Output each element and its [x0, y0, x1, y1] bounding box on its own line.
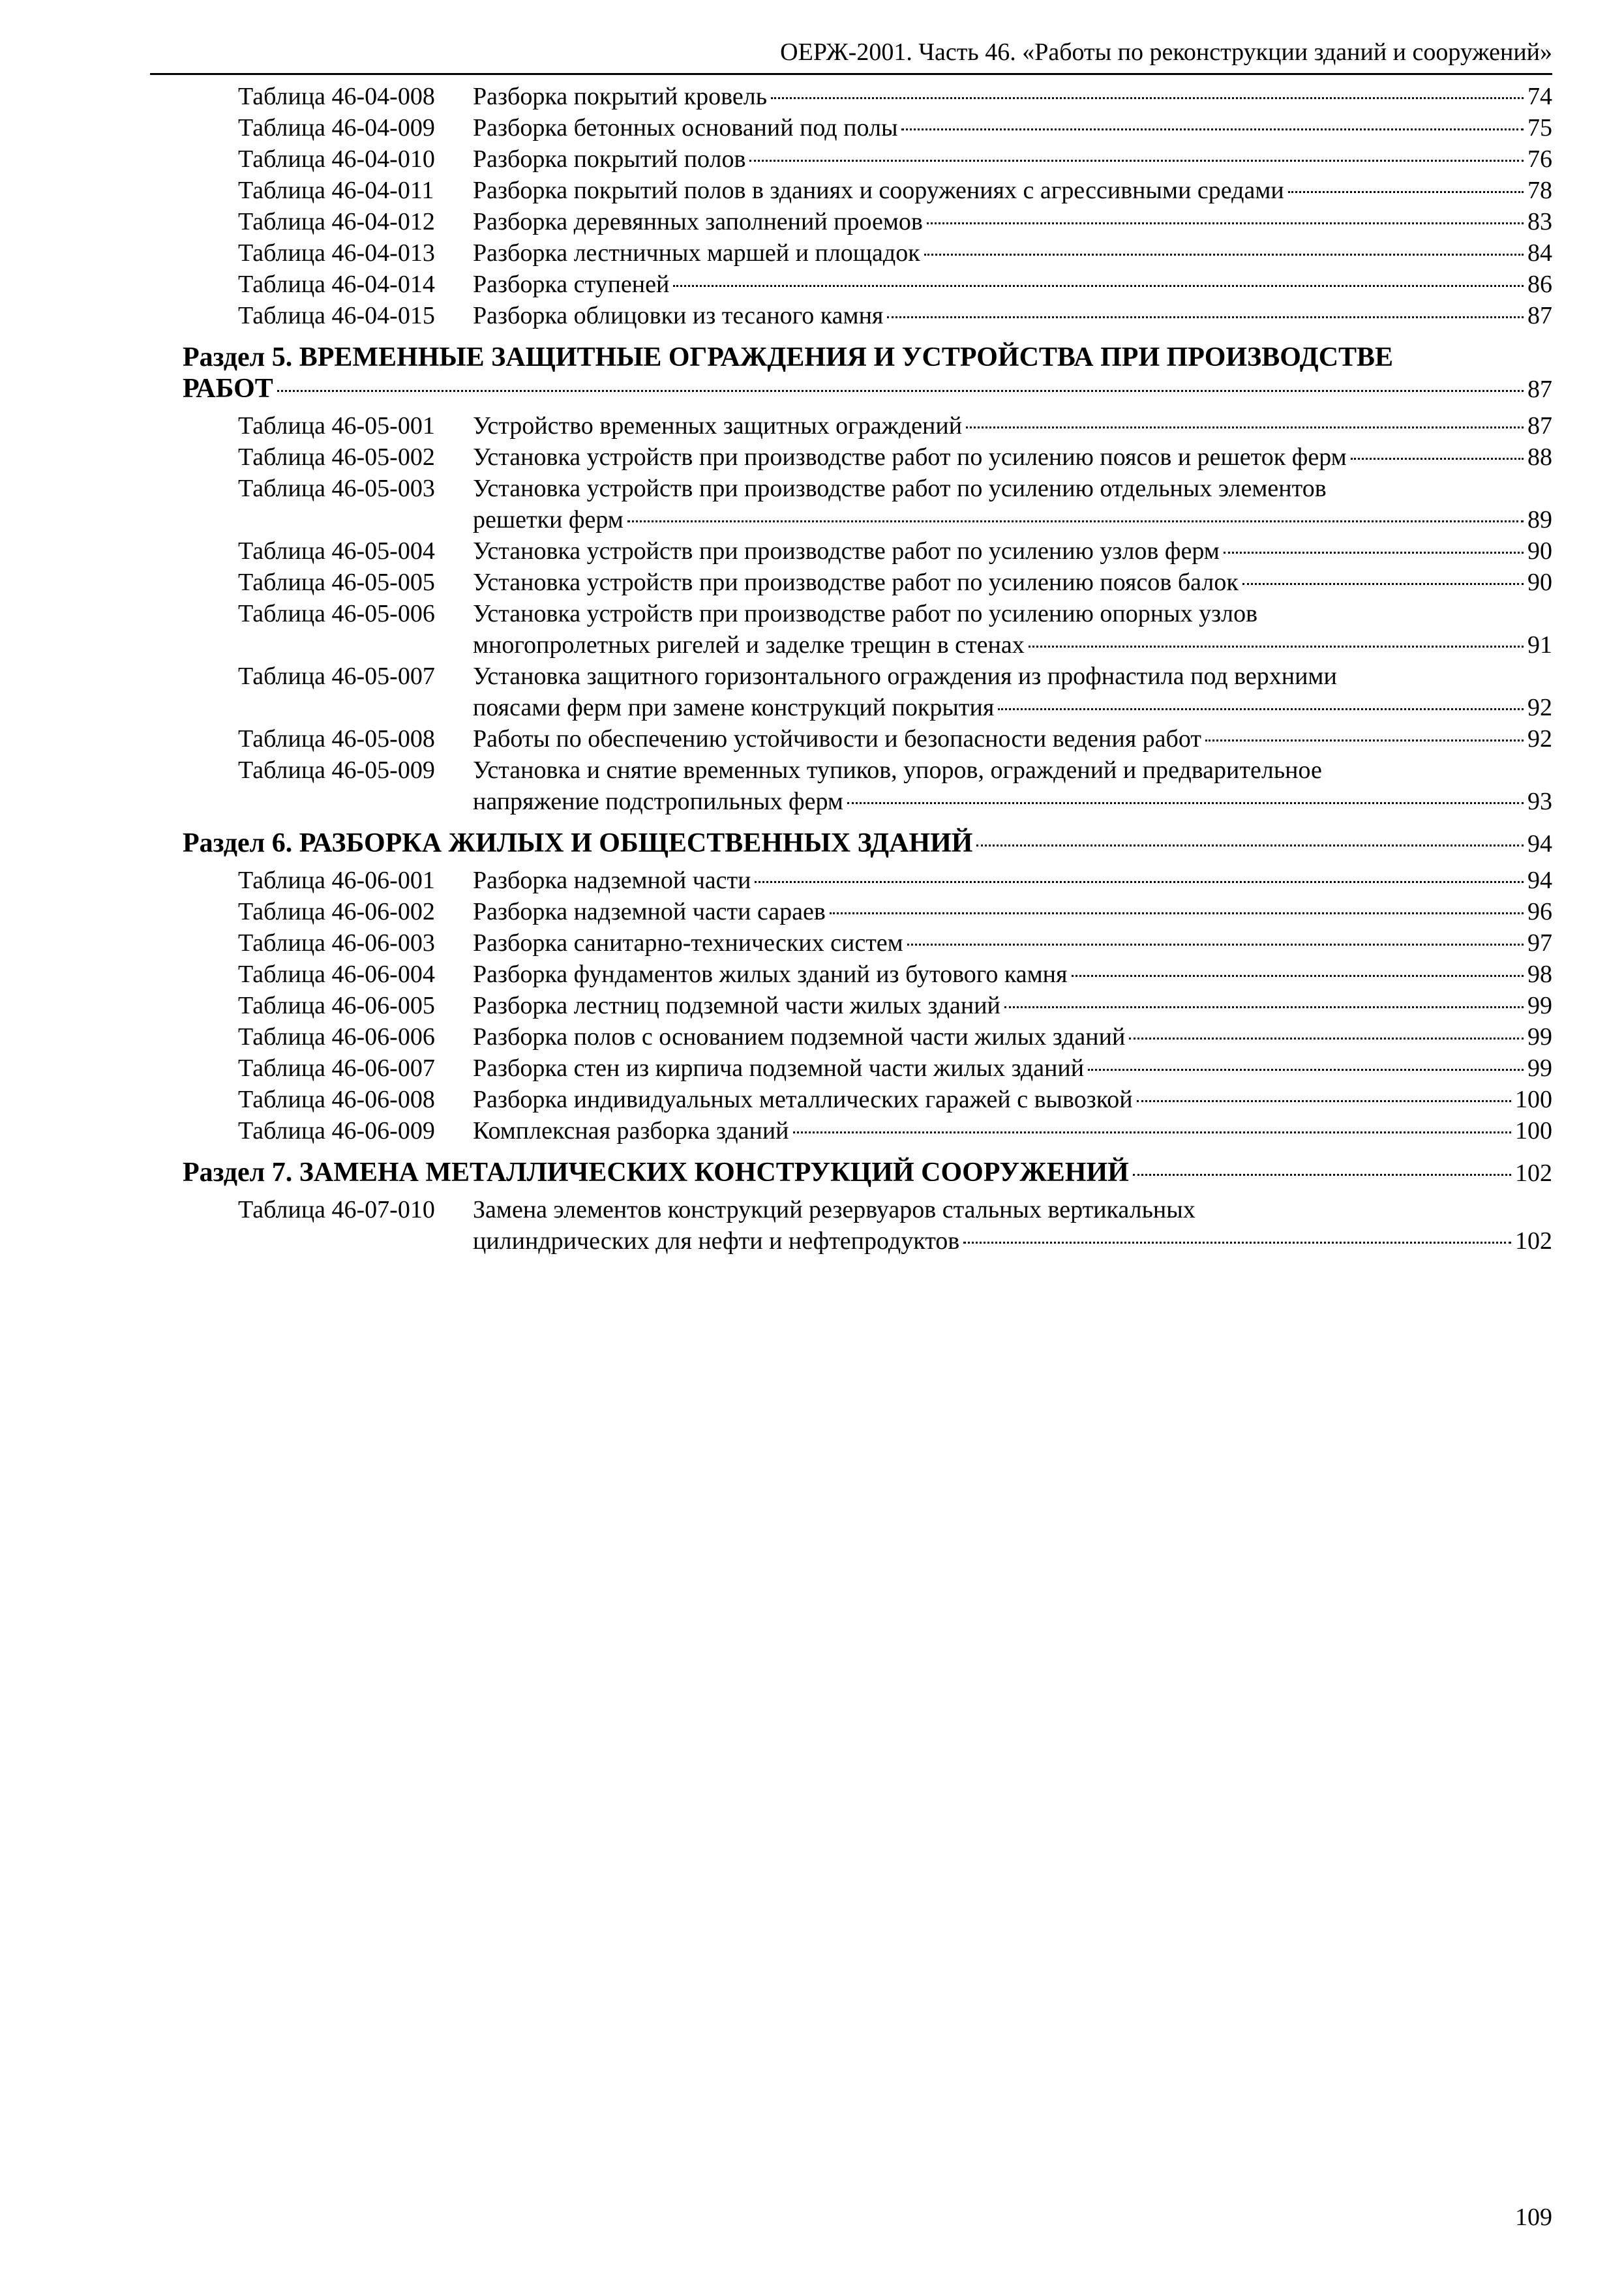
- dot-leader: [1129, 1038, 1524, 1040]
- entry-page-number: 84: [1527, 239, 1552, 267]
- entry-title: [473, 441, 1552, 473]
- toc-entry[interactable]: [183, 1115, 1552, 1146]
- entry-title-line: Разборка надземной части: [473, 867, 751, 894]
- entry-title-line: Разборка надземной части сараев: [473, 898, 826, 925]
- dot-leader: [907, 944, 1524, 946]
- entry-page-number: 100: [1515, 1117, 1552, 1144]
- entry-title-line: Устройство временных защитных ограждений: [473, 412, 963, 440]
- dot-leader: [673, 285, 1524, 287]
- entry-title-line: Установка устройств при производстве работ по усилению отдельных элементов: [473, 475, 1327, 502]
- entry-page-number: 99: [1527, 992, 1552, 1019]
- section-title-line: Раздел 6. РАЗБОРКА ЖИЛЫХ И ОБЩЕСТВЕННЫХ ЗДАНИЙ: [183, 828, 973, 858]
- dot-leader: [1133, 1174, 1511, 1176]
- entry-title: [473, 1084, 1552, 1115]
- entry-page-number: 92: [1527, 694, 1552, 721]
- toc-entry[interactable]: [183, 865, 1552, 896]
- dot-leader: [1072, 975, 1524, 977]
- dot-leader: [1351, 458, 1524, 460]
- entry-page-number: 87: [1527, 302, 1552, 329]
- entry-title: [473, 661, 1552, 723]
- toc-entry[interactable]: [183, 1194, 1552, 1257]
- entry-title-line: напряжение подстропильных ферм: [473, 788, 843, 815]
- entry-title: [473, 112, 1552, 143]
- dot-leader: [627, 520, 1524, 522]
- entry-title: [473, 81, 1552, 112]
- dot-leader: [1242, 583, 1524, 585]
- entry-page-number: 99: [1527, 1023, 1552, 1051]
- entry-title-line: Разборка бетонных оснований под полы: [473, 114, 898, 142]
- entry-title-line: Замена элементов конструкций резервуаров стальных вертикальных: [473, 1196, 1195, 1223]
- dot-leader: [830, 912, 1524, 914]
- table-code: Таблица 46-04-010: [238, 145, 435, 173]
- table-code: Таблица 46-06-001: [238, 867, 435, 894]
- entry-title: [473, 535, 1552, 567]
- entry-page-number: 89: [1527, 506, 1552, 533]
- entry-page-number: 88: [1527, 443, 1552, 471]
- entry-title: [473, 990, 1552, 1021]
- entry-title-line: Разборка деревянных заполнений проемов: [473, 208, 923, 235]
- toc-entry[interactable]: [183, 1053, 1552, 1084]
- dot-leader: [1088, 1069, 1524, 1071]
- toc-entry[interactable]: [183, 112, 1552, 143]
- toc-entry[interactable]: [183, 143, 1552, 175]
- entry-title: [473, 473, 1552, 535]
- section-page-number: 87: [1527, 376, 1552, 403]
- toc-entry[interactable]: [183, 269, 1552, 300]
- entry-title-line: Установка и снятие временных тупиков, упоров, ограждений и предварительное: [473, 756, 1322, 784]
- entry-title-line: Разборка стен из кирпича подземной части жилых зданий: [473, 1055, 1085, 1082]
- entry-page-number: 74: [1527, 83, 1552, 110]
- dot-leader: [277, 390, 1524, 392]
- table-code: Таблица 46-05-009: [238, 756, 435, 784]
- toc-section[interactable]: [183, 1157, 1552, 1189]
- table-code: Таблица 46-04-013: [238, 239, 435, 267]
- table-code: Таблица 46-05-004: [238, 537, 435, 565]
- entry-title: [473, 1053, 1552, 1084]
- entry-title: [473, 1115, 1552, 1146]
- dot-leader: [887, 316, 1524, 318]
- toc-entry[interactable]: [183, 206, 1552, 237]
- toc-entry[interactable]: [183, 473, 1552, 535]
- dot-leader: [976, 845, 1524, 846]
- entry-page-number: 78: [1527, 177, 1552, 204]
- toc-entry[interactable]: [183, 175, 1552, 206]
- entry-title: [473, 755, 1552, 817]
- entry-title-line: Установка защитного горизонтального ограждения из профнастила под верхними: [473, 663, 1337, 690]
- entry-title: [473, 1021, 1552, 1053]
- table-code: Таблица 46-04-009: [238, 114, 435, 142]
- entry-title-line: Разборка фундаментов жилых зданий из бутового камня: [473, 961, 1068, 988]
- table-code: Таблица 46-05-008: [238, 725, 435, 753]
- dot-leader: [966, 426, 1524, 428]
- dot-leader: [927, 222, 1524, 224]
- toc-entry[interactable]: [183, 959, 1552, 990]
- dot-leader: [1029, 646, 1524, 648]
- toc-entry[interactable]: [183, 598, 1552, 661]
- entry-title-line: Разборка полов с основанием подземной части жилых зданий: [473, 1023, 1126, 1051]
- entry-page-number: 96: [1527, 898, 1552, 925]
- entry-title: [473, 143, 1552, 175]
- entry-title-line: Комплексная разборка зданий: [473, 1117, 789, 1144]
- entry-title-line: решетки ферм: [473, 506, 624, 533]
- dot-leader: [963, 1242, 1511, 1244]
- table-code: Таблица 46-06-002: [238, 898, 435, 925]
- entry-title: [473, 896, 1552, 927]
- entry-title-line: Установка устройств при производстве работ по усилению опорных узлов: [473, 600, 1258, 627]
- entry-title: [473, 567, 1552, 598]
- dot-leader: [1137, 1100, 1511, 1102]
- dot-leader: [901, 128, 1524, 130]
- toc-entry[interactable]: [183, 990, 1552, 1021]
- section-title-line: РАБОТ: [183, 374, 273, 404]
- table-of-contents: [183, 81, 1552, 1257]
- toc-section[interactable]: [183, 342, 1552, 405]
- table-code: Таблица 46-05-002: [238, 443, 435, 471]
- entry-title-line: Разборка ступеней: [473, 271, 670, 298]
- toc-entry[interactable]: [183, 723, 1552, 755]
- dot-leader: [1288, 191, 1524, 193]
- table-code: Таблица 46-05-003: [238, 475, 435, 502]
- section-title-line: Раздел 5. ВРЕМЕННЫЕ ЗАЩИТНЫЕ ОГРАЖДЕНИЯ И УСТРОЙСТВА ПРИ ПРОИЗВОДСТВЕ: [183, 342, 1394, 372]
- entry-page-number: 76: [1527, 145, 1552, 173]
- toc-entry[interactable]: [183, 300, 1552, 331]
- entry-page-number: 100: [1515, 1086, 1552, 1113]
- toc-entry[interactable]: [183, 81, 1552, 112]
- toc-entry[interactable]: [183, 441, 1552, 473]
- dot-leader: [924, 254, 1524, 256]
- table-code: Таблица 46-05-007: [238, 663, 435, 690]
- entry-title: [473, 598, 1552, 661]
- table-code: Таблица 46-06-006: [238, 1023, 435, 1051]
- toc-entry[interactable]: [183, 896, 1552, 927]
- entry-page-number: 90: [1527, 537, 1552, 565]
- toc-entry[interactable]: [183, 661, 1552, 723]
- dot-leader: [998, 708, 1524, 710]
- table-code: Таблица 46-05-001: [238, 412, 435, 440]
- page-header: ОЕРЖ-2001. Часть 46. «Работы по реконструкции зданий и сооружений»: [150, 38, 1552, 75]
- entry-title-line: многопролетных ригелей и заделке трещин в стенах: [473, 631, 1025, 659]
- table-code: Таблица 46-05-006: [238, 600, 435, 627]
- dot-leader: [749, 160, 1524, 162]
- entry-page-number: 97: [1527, 929, 1552, 957]
- entry-title: [473, 723, 1552, 755]
- page-number: 109: [1515, 2204, 1552, 2231]
- toc-entry[interactable]: [183, 567, 1552, 598]
- table-code: Таблица 46-06-005: [238, 992, 435, 1019]
- table-code: Таблица 46-04-014: [238, 271, 435, 298]
- table-code: Таблица 46-06-003: [238, 929, 435, 957]
- entry-page-number: 90: [1527, 569, 1552, 596]
- entry-title: [473, 410, 1552, 441]
- entry-page-number: 98: [1527, 961, 1552, 988]
- entry-title: [473, 959, 1552, 990]
- dot-leader: [1004, 1006, 1524, 1008]
- entry-title-line: Установка устройств при производстве работ по усилению поясов балок: [473, 569, 1239, 596]
- toc-entry[interactable]: [183, 237, 1552, 269]
- entry-title-line: Работы по обеспечению устойчивости и безопасности ведения работ: [473, 725, 1201, 753]
- section-page-number: 102: [1515, 1159, 1552, 1187]
- entry-title-line: цилиндрических для нефти и нефтепродуктов: [473, 1227, 960, 1255]
- table-code: Таблица 46-04-008: [238, 83, 435, 110]
- entry-page-number: 99: [1527, 1055, 1552, 1082]
- entry-title: [473, 865, 1552, 896]
- table-code: Таблица 46-06-008: [238, 1086, 435, 1113]
- table-code: Таблица 46-07-010: [238, 1196, 435, 1223]
- dot-leader: [1224, 552, 1524, 554]
- table-code: Таблица 46-05-005: [238, 569, 435, 596]
- entry-page-number: 91: [1527, 631, 1552, 659]
- toc-section[interactable]: [183, 828, 1552, 860]
- entry-title-line: Разборка покрытий полов в зданиях и сооружениях с агрессивными средами: [473, 177, 1284, 204]
- toc-entry[interactable]: [183, 1084, 1552, 1115]
- entry-title-line: Установка устройств при производстве работ по усилению узлов ферм: [473, 537, 1220, 565]
- dot-leader: [1205, 740, 1524, 741]
- entry-title: [473, 269, 1552, 300]
- entry-page-number: 94: [1527, 867, 1552, 894]
- entry-title-line: Разборка покрытий кровель: [473, 83, 768, 110]
- section-title-line: Раздел 7. ЗАМЕНА МЕТАЛЛИЧЕСКИХ КОНСТРУКЦИЙ СООРУЖЕНИЙ: [183, 1158, 1129, 1188]
- entry-title-line: Разборка облицовки из тесаного камня: [473, 302, 884, 329]
- entry-title: [473, 927, 1552, 959]
- toc-entry[interactable]: [183, 535, 1552, 567]
- entry-title: [473, 300, 1552, 331]
- entry-title: [473, 237, 1552, 269]
- entry-title-line: Разборка индивидуальных металлических гаражей с вывозкой: [473, 1086, 1133, 1113]
- dot-leader: [793, 1131, 1512, 1133]
- entry-page-number: 87: [1527, 412, 1552, 440]
- entry-title-line: Разборка лестничных маршей и площадок: [473, 239, 920, 267]
- dot-leader: [755, 881, 1524, 883]
- table-code: Таблица 46-04-011: [238, 177, 434, 204]
- toc-entry[interactable]: [183, 927, 1552, 959]
- entry-page-number: 92: [1527, 725, 1552, 753]
- section-page-number: 94: [1527, 830, 1552, 858]
- toc-entry[interactable]: [183, 1021, 1552, 1053]
- entry-title-line: поясами ферм при замене конструкций покрытия: [473, 694, 995, 721]
- toc-entry[interactable]: [183, 755, 1552, 817]
- entry-title: [473, 206, 1552, 237]
- dot-leader: [771, 97, 1524, 99]
- entry-title: [473, 175, 1552, 206]
- entry-title-line: Разборка лестниц подземной части жилых зданий: [473, 992, 1000, 1019]
- entry-title-line: Разборка санитарно-технических систем: [473, 929, 903, 957]
- entry-page-number: 75: [1527, 114, 1552, 142]
- toc-entry[interactable]: [183, 410, 1552, 441]
- table-code: Таблица 46-04-015: [238, 302, 435, 329]
- table-code: Таблица 46-06-007: [238, 1055, 435, 1082]
- entry-title-line: Установка устройств при производстве работ по усилению поясов и решеток ферм: [473, 443, 1347, 471]
- entry-page-number: 93: [1527, 788, 1552, 815]
- entry-title-line: Разборка покрытий полов: [473, 145, 746, 173]
- table-code: Таблица 46-06-009: [238, 1117, 435, 1144]
- table-code: Таблица 46-06-004: [238, 961, 435, 988]
- entry-page-number: 86: [1527, 271, 1552, 298]
- table-code: Таблица 46-04-012: [238, 208, 435, 235]
- entry-title: [473, 1194, 1552, 1257]
- entry-page-number: 83: [1527, 208, 1552, 235]
- dot-leader: [847, 802, 1524, 804]
- entry-page-number: 102: [1515, 1227, 1552, 1255]
